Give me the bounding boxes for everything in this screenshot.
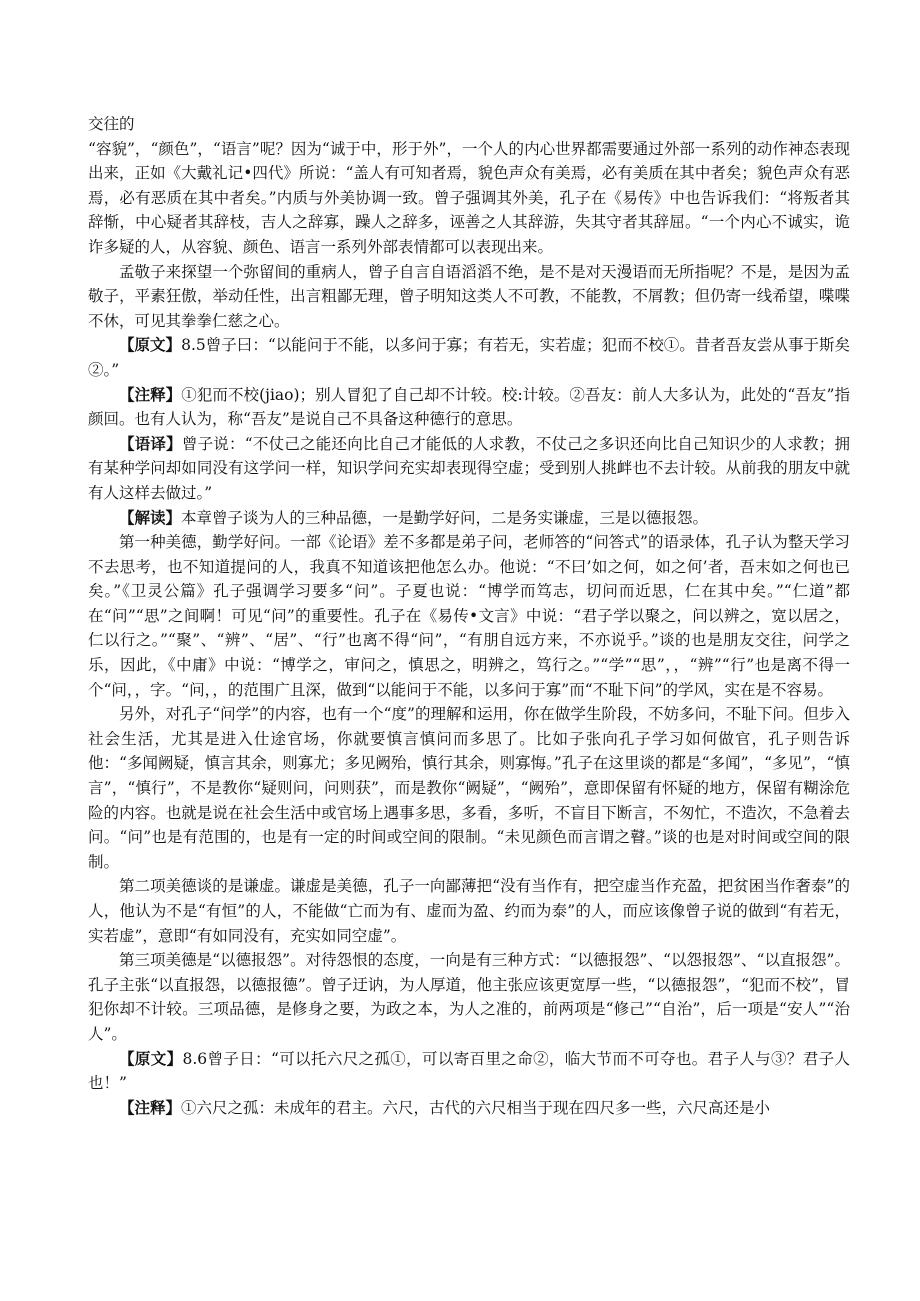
paragraph-text: 8.5曾子曰：“以能问于不能，以多问于寡；有若无，实若虚；犯而不校①。昔者吾友尝从事于斯矣②。” xyxy=(88,336,850,379)
paragraph-text: 第三项美德是“以德报怨”。对待怨恨的态度，一向是有三种方式：“以德报怨”、“以怨报怨”、“以直报怨”。孔子主张“以直报怨，以德报德”。曾子迂讷，为人厚道，他主张应该更宽厚一些，“以德报怨”，“犯而不校”，冒犯你却不计较。三项品德，是修身之要，为政之本，为人之准的，前两项是“修己”“自治”，后一项是“安人”“治人”。 xyxy=(88,951,850,1043)
section-tag: 【原文】 xyxy=(119,1048,183,1068)
paragraph-text: 另外，对孔子“问学”的内容，也有一个“度”的理解和运用，你在做学生阶段，不妨多问，不耻下问。但步入社会生活，尤其是进入仕途官场，你就要慎言慎问而多思了。比如子张向孔子学习如何做官，孔子则告诉他：“多闻阙疑，慎言其余，则寡尤；多见阙殆，慎行其余，则寡悔。”孔子在这里谈的都是“多闻”，“多见”，“慎言”，“慎行”，不是教你“疑则问，问则获”，而是教你“阙疑”，“阙殆”，意即保留有怀疑的地方，保留有糊涂危险的内容。也就是说在社会生活中或官场上遇事多思，多看，多听，不盲目下断言，不匆忙，不造次，不急着去问。“问”也是有范围的，也是有一定的时间或空间的限制。“未见颜色而言谓之瞽。”谈的也是对时间或空间的限制。 xyxy=(88,705,850,871)
paragraph-text: 第二项美德谈的是谦虚。谦虚是美德，孔子一向鄙薄把“没有当作有，把空虚当作充盈，把贫困当作奢泰”的人，他认为不是“有恒”的人，不能做“亡而为有、虚而为盈、约而为泰”的人，而应该像曾子说的做到“有若无，实若虚”，意即“有如同没有，充实如同空虚”。 xyxy=(88,877,850,945)
paragraph-notes-8-6 xyxy=(88,1096,850,1121)
paragraph-original-8-6 xyxy=(88,1047,850,1096)
paragraph-translation-8-5 xyxy=(88,432,850,506)
paragraph-fragment-opening xyxy=(88,112,850,137)
paragraph-asking-degree xyxy=(88,702,850,874)
document-page xyxy=(88,112,850,1120)
section-tag: 【注释】 xyxy=(119,384,182,404)
paragraph-text: 第一种美德，勤学好问。一部《论语》差不多都是弟子问，老师答的“问答式”的语录体，孔子认为整天学习不去思考，也不知道提问的人，我真不知道该把他怎么办。他说：“不曰’如之何，如之何’者，吾末如之何也已矣。”《卫灵公篇》孔子强调学习要多“问”。子夏也说：“博学而笃志，切问而近思，仁在其中矣。”“仁道”都在“问”“思”之间啊！可见“问”的重要性。孔子在《易传•文言》中说：“君子学以聚之，问以辨之，宽以居之，仁以行之。”“聚”、“辨”、“居”、“行”也离不得“问”，“有朋自远方来，不亦说乎。”谈的也是朋友交往，问学之乐，因此，《中庸》中说：“博学之，审问之，慎思之，明辨之，笃行之。”“学”“思”，，“辨”“行”也是离不得一个“问，，字。“问，，的范围广且深，做到“以能问于不能，以多问于寡”而“不耻下问”的学风，实在是不容易。 xyxy=(88,533,850,699)
section-tag: 【语译】 xyxy=(119,433,182,453)
paragraph-original-8-5 xyxy=(88,333,850,382)
paragraph-second-virtue xyxy=(88,874,850,948)
paragraph-meng-jingzi xyxy=(88,260,850,334)
paragraph-first-virtue xyxy=(88,530,850,702)
paragraph-appearance-expression xyxy=(88,137,850,260)
paragraph-text: 8.6曾子日：“可以托六尺之孤①，可以寄百里之命②，临大节而不可夺也。君子人与③？君子人也！” xyxy=(88,1049,850,1093)
paragraph-third-virtue xyxy=(88,948,850,1046)
paragraph-text: ①六尺之孤：未成年的君主。六尺，古代的六尺相当于现在四尺多一些，六尺高还是小 xyxy=(181,1098,771,1117)
paragraph-text: 交往的 xyxy=(88,115,135,133)
paragraph-notes-8-5 xyxy=(88,383,850,432)
paragraph-interpretation-8-5 xyxy=(88,506,850,531)
paragraph-text: 孟敬子来探望一个弥留间的重病人，曾子自言自语滔滔不绝，是不是对天漫语而无所指呢？不是，是因为孟敬子，平素狂傲，举动任性，出言粗鄙无理，曾子明知这类人不可教，不能教，不屑教；但仍寄一线希望，喋喋不休，可见其拳拳仁慈之心。 xyxy=(88,262,850,330)
paragraph-text: 曾子说：“不仗己之能还向比自己才能低的人求教，不仗己之多识还向比自己知识少的人求教；拥有某种学问却如同没有这学问一样，知识学问充实却表现得空虚；受到别人挑衅也不去计较。从前我的朋友中就有人这样去做过。” xyxy=(88,434,850,502)
paragraph-text: “容貌”，“颜色”，“语言”呢？因为“诚于中，形于外”，一个人的内心世界都需要通过外部一系列的动作神态表现出来，正如《大戴礼记•四代》所说：“盖人有可知者焉，貌色声众有美焉，必有美质在其中者矣；貌色声众有恶焉，必有恶质在其中者矣。”内质与外美协调一致。曾子强调其外美，孔子在《易传》中也告诉我们：“将叛者其辞惭，中心疑者其辞枝，吉人之辞寡，躁人之辞多，诬善之人其辞游，失其守者其辞屈。“一个内心不诚实，诡诈多疑的人，从容貌、颜色、语言一系列外部表情都可以表现出来。 xyxy=(88,139,850,256)
paragraph-text: ①犯而不校(jiao)；别人冒犯了自己却不计较。校:计较。②吾友：前人大多认为，此处的“吾友”指颜回。也有人认为，称“吾友”是说自己不具备这种德行的意思。 xyxy=(88,385,850,429)
paragraph-text: 本章曾子谈为人的三种品德，一是勤学好问，二是务实谦虚，三是以德报怨。 xyxy=(181,508,709,527)
section-tag: 【原文】 xyxy=(119,335,182,355)
section-tag: 【注释】 xyxy=(119,1097,182,1117)
section-tag: 【解读】 xyxy=(119,507,182,527)
